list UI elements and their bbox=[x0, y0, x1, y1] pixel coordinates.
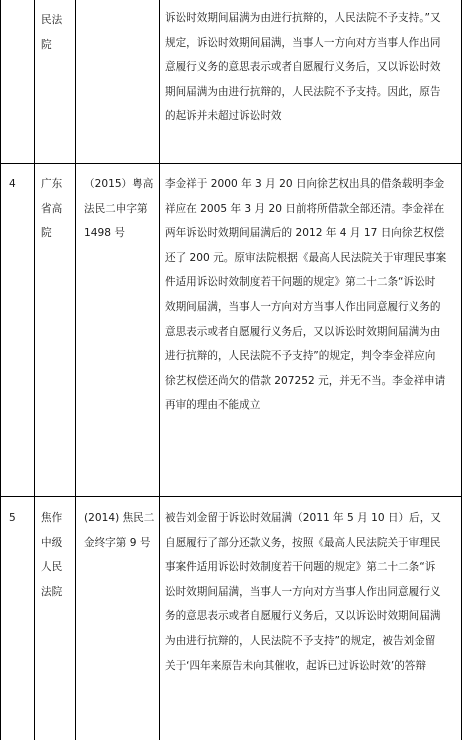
court-cell: 广东 省高 院 bbox=[41, 178, 63, 240]
court-cell: 焦作 中级 人民 法院 bbox=[41, 512, 63, 598]
court-cell: 民法 院 bbox=[41, 14, 63, 51]
row-divider-1 bbox=[0, 163, 462, 164]
column-divider-2 bbox=[75, 0, 76, 740]
table-border-right bbox=[461, 0, 462, 740]
row-number: 4 bbox=[9, 178, 16, 190]
case-number-cell: （2015）粤高 法民二申字第 1498 号 bbox=[84, 178, 154, 240]
row-number: 5 bbox=[9, 512, 16, 524]
column-divider-1 bbox=[34, 0, 35, 740]
content-cell: 李金祥于 2000 年 3 月 20 日向徐艺权出具的借条载明李金 祥应在 2005 年 3 月 20 日前将所借款全部还清。李金祥在 两年诉讼时效期间届满后的 2012 年 4 月 17 日向徐艺权偿 还了 200 元。原审法院根据《最高人民法院关于审理民事案 件适用诉讼时效制度若干问题的规定》第二十二条“诉讼时 效期间届满，当事人一方向对方当事人作出同意履行义务的 意思表示或者自愿履行义务后，又以诉讼时效期间届满为由 进行抗辩的，人民法院不予支持”的规定，判令李金祥应向 徐艺权偿还尚欠的借款 207252 元，并无不当。李金祥申请 再审的理由不能成立 bbox=[165, 178, 447, 412]
column-divider-3 bbox=[159, 0, 160, 740]
row-divider-2 bbox=[0, 496, 462, 497]
table-border-left bbox=[0, 0, 1, 740]
content-cell: 诉讼时效期间届满为由进行抗辩的，人民法院不予支持。”又 规定，诉讼时效期间届满，当事人一方向对方当事人作出同 意履行义务的意思表示或者自愿履行义务后，又以诉讼时效 期间届满为由进行抗辩的，人民法院不予支持。因此，原告 的起诉并未超过诉讼时效 bbox=[165, 12, 441, 123]
case-number-cell: (2014) 焦民二 金终字第 9 号 bbox=[84, 512, 155, 549]
content-cell: 被告刘金留于诉讼时效届满（2011 年 5 月 10 日）后，又 自愿履行了部分还款义务，按照《最高人民法院关于审理民 事案件适用诉讼时效制度若干问题的规定》第二十二条“诉 讼时效期间届满，当事人一方向对方当事人作出同意履行义 务的意思表示或者自愿履行义务后，又以诉讼时效期间届满 为由进行抗辩的，人民法院不予支持”的规定，被告刘金留 关于‘四年来原告未向其催收，起诉已过诉讼时效’的答辩 bbox=[165, 512, 441, 672]
